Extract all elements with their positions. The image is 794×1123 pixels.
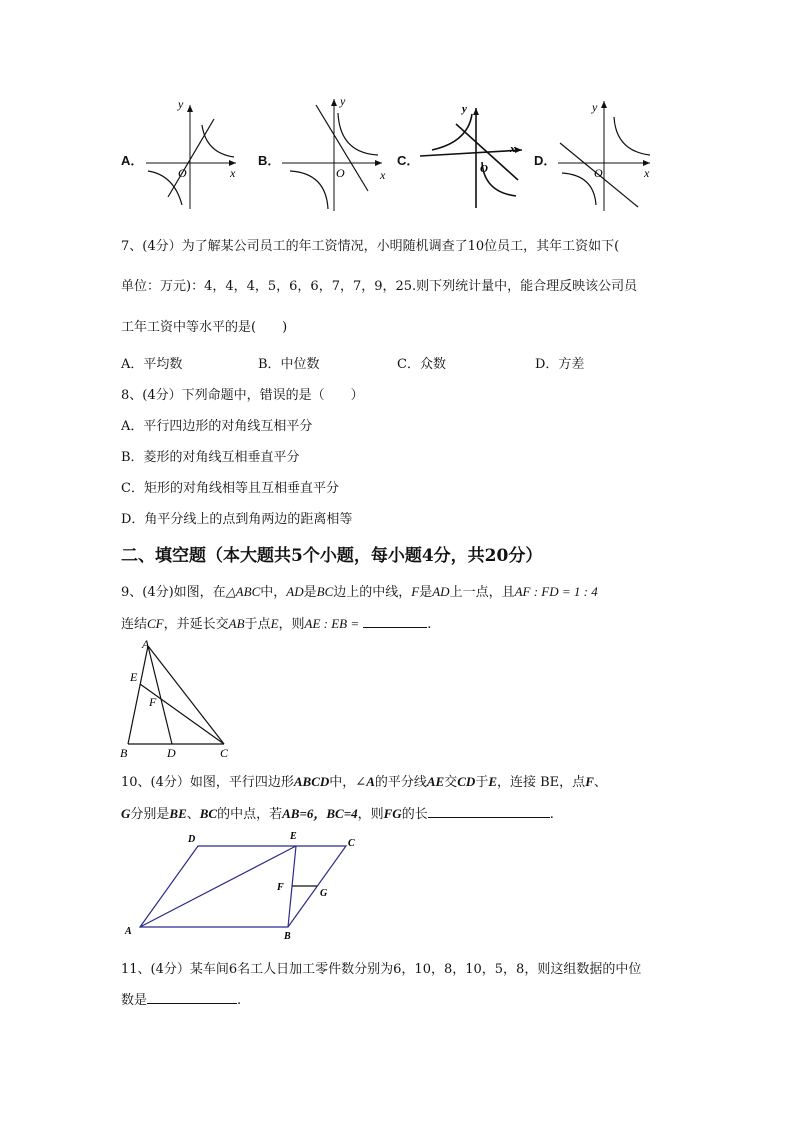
q7-option-d: D．方差 bbox=[535, 357, 585, 372]
q6b-x-label: x bbox=[380, 168, 386, 182]
q9-segment: CF bbox=[147, 616, 164, 631]
q9-text: ，并延长交 bbox=[163, 617, 229, 632]
q9-segment: AD bbox=[286, 584, 304, 599]
q10-segment: FG bbox=[383, 806, 402, 821]
q9-text: 中， bbox=[260, 585, 287, 600]
q9-figure bbox=[112, 636, 242, 760]
q10-text: 、 bbox=[593, 775, 607, 790]
q6d-y-label: y bbox=[592, 100, 598, 114]
q7-option-b: B．中位数 bbox=[258, 357, 320, 372]
q10-label-b: B bbox=[284, 931, 291, 942]
q6c-origin-label: O bbox=[480, 163, 488, 175]
q11-period: . bbox=[237, 993, 242, 1008]
q10-label-a: A bbox=[125, 926, 132, 937]
q10-segment: BC bbox=[199, 806, 218, 821]
q10-label-g: G bbox=[320, 888, 328, 899]
q9-text: 是 bbox=[303, 585, 317, 600]
q10-label-c: C bbox=[348, 838, 355, 849]
q6-option-d-label: D． bbox=[534, 153, 557, 168]
q10-figure bbox=[120, 826, 370, 944]
q6-graph-b bbox=[278, 95, 390, 215]
q10-point: G bbox=[121, 806, 131, 821]
q10-text: 10、(4分）如图，平行四边形 bbox=[121, 775, 294, 790]
q6d-x-label: x bbox=[644, 166, 650, 180]
q7-line-2: 单位：万元)：4，4，4，5，6，6，7，7，9，25.则下列统计量中，能合理反映该公司员 bbox=[121, 279, 638, 294]
q9-text: ，则 bbox=[278, 617, 305, 632]
q10-text: 、 bbox=[186, 807, 200, 822]
q6a-y-label: y bbox=[178, 97, 184, 111]
q10-period: . bbox=[549, 807, 554, 822]
q10-text: 的中点，若 bbox=[217, 807, 283, 822]
q8-option-b: B．菱形的对角线互相垂直平分 bbox=[121, 450, 300, 465]
q11-text: 数是 bbox=[121, 993, 148, 1008]
q9-answer-blank[interactable] bbox=[363, 615, 427, 628]
q9-period: . bbox=[427, 617, 432, 632]
q9-text: 边上的中线， bbox=[333, 585, 412, 600]
q9-label-b: B bbox=[120, 746, 128, 760]
q9-text: 连结 bbox=[121, 617, 148, 632]
q10-segment: AE bbox=[426, 774, 445, 789]
q7-line-3: 工年工资中等水平的是( ) bbox=[121, 320, 288, 335]
q9-label-a: A bbox=[142, 637, 150, 651]
q9-segment: AB bbox=[228, 616, 245, 631]
q10-angle: A bbox=[366, 774, 375, 789]
q8-stem: 8、(4分）下列命题中，错误的是（ ） bbox=[121, 388, 364, 403]
q9-label-c: C bbox=[220, 746, 229, 760]
q9-segment: BC bbox=[316, 584, 334, 599]
q10-text: 交 bbox=[444, 775, 458, 790]
q11-line-2 bbox=[121, 989, 241, 1008]
q6c-x-label: x bbox=[510, 143, 516, 155]
q10-line-2 bbox=[121, 803, 554, 822]
q10-line-1 bbox=[121, 771, 607, 790]
q6-option-a-label: A． bbox=[121, 153, 144, 168]
q8-option-c: C．矩形的对角线相等且互相垂直平分 bbox=[121, 481, 339, 496]
q11-answer-blank[interactable] bbox=[147, 991, 237, 1004]
q10-segment: BE bbox=[169, 806, 187, 821]
q9-point: E bbox=[270, 616, 279, 631]
q9-label-e: E bbox=[130, 670, 138, 684]
q10-text: ，则 bbox=[357, 807, 384, 822]
q9-text: 是 bbox=[419, 585, 433, 600]
q9-line-2 bbox=[121, 613, 431, 632]
q6-graph-c bbox=[418, 100, 530, 212]
q10-shape: ABCD bbox=[293, 774, 330, 789]
q7-option-c: C．众数 bbox=[397, 357, 446, 372]
q6b-y-label: y bbox=[340, 95, 346, 108]
q10-answer-blank[interactable] bbox=[428, 805, 550, 818]
q6-option-c-label: C． bbox=[397, 153, 420, 168]
q10-point: E bbox=[488, 774, 497, 789]
q9-segment: AD bbox=[432, 584, 450, 599]
q9-ask: AE : EB = bbox=[304, 616, 360, 631]
q6-graph-d bbox=[554, 95, 658, 215]
q8-option-d: D．角平分线上的点到角两边的距离相等 bbox=[121, 512, 353, 527]
q10-text: 于 bbox=[475, 775, 489, 790]
q7-option-a: A．平均数 bbox=[121, 357, 183, 372]
q10-text: 分别是 bbox=[130, 807, 170, 822]
q10-label-e: E bbox=[290, 831, 297, 842]
q10-condition: AB=6，BC=4 bbox=[282, 806, 358, 821]
q10-segment: CD bbox=[457, 774, 476, 789]
q8-option-a: A．平行四边形的对角线互相平分 bbox=[121, 419, 313, 434]
q9-ratio: AF : FD = 1 : 4 bbox=[514, 584, 598, 599]
q9-label-d: D bbox=[167, 746, 176, 760]
q6b-origin-label: O bbox=[336, 166, 345, 180]
q9-text: 于点 bbox=[244, 617, 271, 632]
q10-label-f: F bbox=[277, 882, 284, 893]
q9-triangle: △ABC bbox=[225, 584, 261, 599]
q9-label-f: F bbox=[149, 695, 157, 709]
q6-option-b-label: B． bbox=[258, 153, 281, 168]
q6d-origin-label: O bbox=[594, 166, 603, 180]
q6a-origin-label: O bbox=[178, 166, 187, 180]
q6-graph-a bbox=[138, 95, 248, 215]
q10-text: ，连接 BE，点 bbox=[497, 775, 586, 790]
q9-text: 9、(4分)如图，在 bbox=[121, 585, 226, 600]
q6c-y-label: y bbox=[462, 103, 467, 115]
q9-text: 上一点，且 bbox=[449, 585, 515, 600]
q10-label-d: D bbox=[188, 834, 196, 845]
q10-text: 的平分线 bbox=[374, 775, 427, 790]
q10-text: 中，∠ bbox=[329, 775, 367, 790]
q11-line-1: 11、(4分）某车间6名工人日加工零件数分别为6，10，8，10，5，8，则这组数据的中位 bbox=[121, 962, 642, 977]
q9-line-1 bbox=[121, 581, 598, 600]
q10-point: F bbox=[585, 774, 594, 789]
q10-text: 的长 bbox=[401, 807, 428, 822]
section-heading: 二、填空题（本大题共5个小题，每小题4分，共20分） bbox=[121, 546, 543, 566]
q6a-x-label: x bbox=[230, 166, 236, 180]
q7-line-1: 7、(4分）为了解某公司员工的年工资情况，小明随机调查了10位员工，其年工资如下( bbox=[121, 239, 620, 254]
q9-point: F bbox=[411, 584, 420, 599]
